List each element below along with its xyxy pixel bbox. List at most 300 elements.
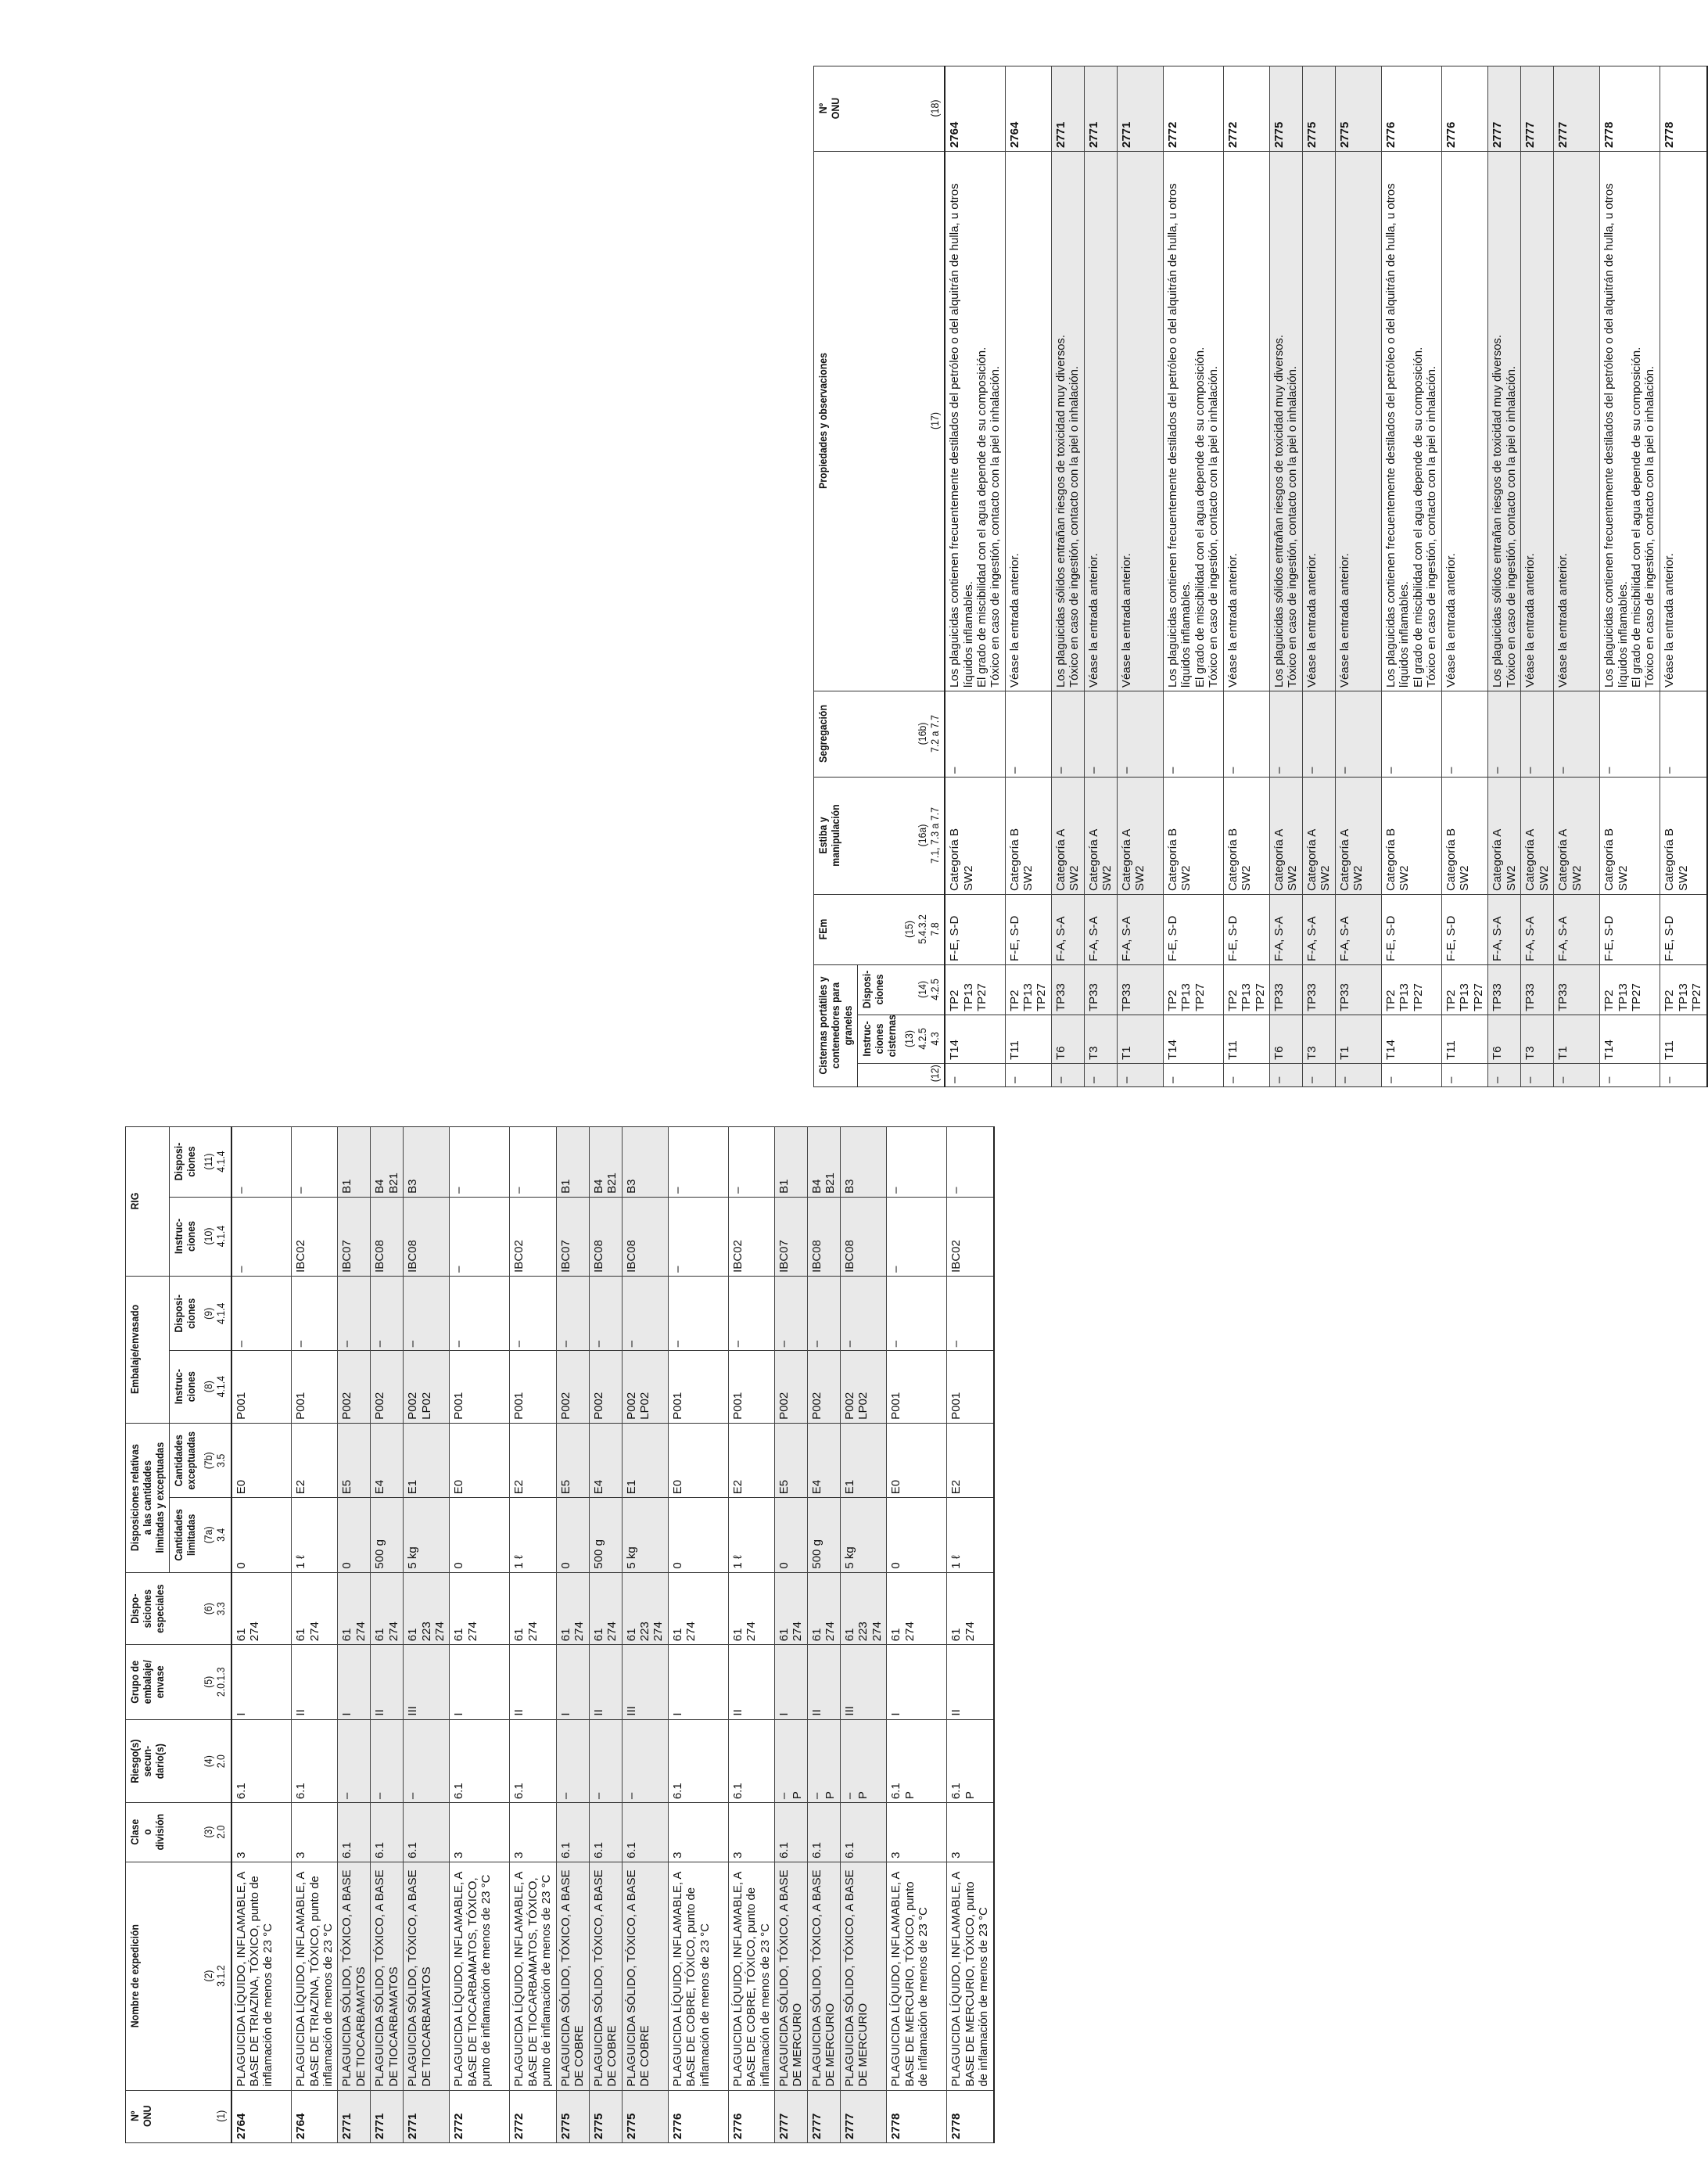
cell-un: 2776 (1382, 66, 1442, 152)
cell-name: PLAGUICIDA LÍQUIDO, INFLAMABLE, A BASE DE COBRE, TÓXICO, punto de inflamación de menos de 23 °C (728, 1862, 774, 2090)
cell-ri: – (231, 1197, 292, 1276)
header-limited: Cantidades limitadas (169, 1502, 199, 1568)
table-row (622, 1127, 668, 2143)
cell-c12: – (1051, 1064, 1084, 1087)
column-number: (10) 4.1.4 (199, 1201, 231, 1271)
cell-name: PLAGUICIDA SÓLIDO, TÓXICO, A BASE DE COBRE (556, 1862, 589, 2090)
table-row (1442, 66, 1488, 1087)
cell-seg: – (1163, 691, 1223, 778)
cell-ri: IBC07 (556, 1197, 589, 1276)
cell-pi: P002 (775, 1351, 808, 1424)
table-row (1660, 66, 1707, 1087)
cell-c12: – (1521, 1064, 1554, 1087)
table-row (292, 1127, 338, 2143)
table-row (775, 1127, 808, 2143)
cell-sp: 61 274 (668, 1572, 728, 1645)
cell-prop: Los plaguicidas contienen frecuentemente destilados del petróleo o del alquitrán de hulla, u otros líquidos inflamables. El grado de miscibilidad con el agua depende de su composición. Tóxico en caso de ingestión, contacto con la piel o inhalación. (1163, 152, 1223, 691)
cell-un: 2777 (1554, 66, 1600, 152)
cell-lim: 1 ℓ (510, 1498, 556, 1572)
column-number: (6) 3.3 (199, 1577, 231, 1640)
cell-pi: P002 (589, 1351, 622, 1424)
left-table-rotated (125, 1126, 1192, 2143)
cell-ri: IBC07 (338, 1197, 371, 1276)
cell-lim: 1 ℓ (728, 1498, 774, 1572)
cell-rp: – (728, 1127, 774, 1198)
cell-un: 2777 (1488, 66, 1521, 152)
cell-pg: II (371, 1645, 404, 1719)
cell-seg: – (1270, 691, 1303, 778)
cell-ems: F-A, S-A (1270, 895, 1303, 965)
cell-ems: F-E, S-D (1382, 895, 1442, 965)
cell-exc: E5 (338, 1423, 371, 1497)
cell-c12: – (1084, 1064, 1117, 1087)
cell-prop: Véase la entrada anterior. (1303, 152, 1336, 691)
cell-exc: E1 (841, 1423, 887, 1497)
cell-sub: 6.1 (668, 1719, 728, 1803)
cell-pp: – (622, 1276, 668, 1350)
cell-seg: – (1336, 691, 1382, 778)
cell-rp: B1 (775, 1127, 808, 1198)
header-limited-group: Disposiciones relativas a las cantidades limitadas y exceptuadas (126, 1432, 170, 1564)
cell-c12: – (1660, 1064, 1707, 1087)
cell-seg: – (1005, 691, 1051, 778)
table-row (1223, 66, 1269, 1087)
cell-un: 2778 (887, 2090, 947, 2142)
cell-cls: 3 (887, 1803, 947, 1862)
table-row (1382, 66, 1442, 1087)
cell-ri: IBC02 (510, 1197, 556, 1276)
cell-name: PLAGUICIDA SÓLIDO, TÓXICO, A BASE DE TIOCARBAMATOS (371, 1862, 404, 2090)
cell-pi: P002 (808, 1351, 841, 1424)
cell-prop: Véase la entrada anterior. (1554, 152, 1600, 691)
column-number: (7b) 3.5 (199, 1428, 231, 1493)
table-row (450, 1127, 510, 2143)
cell-ems: F-A, S-A (1336, 895, 1382, 965)
header-packing-group: Grupo de embalaje/ envase (126, 1649, 200, 1715)
cell-tp: TP33 (1084, 965, 1117, 1015)
cell-cls: 3 (450, 1803, 510, 1862)
table-row (510, 1127, 556, 2143)
cell-un: 2776 (728, 2090, 774, 2142)
cell-pi: P001 (510, 1351, 556, 1424)
cell-sub: 6.1 (231, 1719, 292, 1803)
cell-pi: P001 (450, 1351, 510, 1424)
cell-sub: 6.1 (728, 1719, 774, 1803)
cell-un: 2776 (1442, 66, 1488, 152)
cell-prop: Los plaguicidas sólidos entrañan riesgos de toxicidad muy diversos. Tóxico en caso de ingestión, contacto con la piel o inhalación. (1270, 152, 1303, 691)
table-row (1117, 66, 1163, 1087)
cell-name: PLAGUICIDA LÍQUIDO, INFLAMABLE, A BASE DE TRIAZINA, TÓXICO, punto de inflamación de menos de 23 °C (231, 1862, 292, 2090)
cell-sp: 61 223 274 (404, 1572, 450, 1645)
cell-pg: III (404, 1645, 450, 1719)
cell-ems: F-E, S-D (1442, 895, 1488, 965)
cell-pg: I (887, 1645, 947, 1719)
cell-ems: F-E, S-D (1163, 895, 1223, 965)
cell-st: Categoría B SW2 (1442, 778, 1488, 895)
cell-ti: T11 (1660, 1015, 1707, 1064)
cell-un: 2772 (450, 2090, 510, 2142)
table-row (947, 1127, 994, 2143)
cell-pi: P001 (947, 1351, 994, 1424)
cell-ti: T1 (1336, 1015, 1382, 1064)
right-table-rotated (813, 66, 1703, 1087)
cell-rp: B3 (404, 1127, 450, 1198)
cell-pg: I (338, 1645, 371, 1719)
cell-ti: T11 (1223, 1015, 1269, 1064)
cell-exc: E1 (622, 1423, 668, 1497)
cell-seg: – (1660, 691, 1707, 778)
cell-pg: II (728, 1645, 774, 1719)
cell-ti: T3 (1084, 1015, 1117, 1064)
cell-exc: E2 (292, 1423, 338, 1497)
cell-sp: 61 274 (775, 1572, 808, 1645)
table-row (1270, 66, 1303, 1087)
cell-prop: Véase la entrada anterior. (1084, 152, 1117, 691)
cell-cls: 6.1 (338, 1803, 371, 1862)
cell-rp: B4 B21 (371, 1127, 404, 1198)
cell-un: 2778 (1660, 66, 1707, 152)
cell-st: Categoría A SW2 (1336, 778, 1382, 895)
table-row (404, 1127, 450, 2143)
cell-sp: 61 274 (556, 1572, 589, 1645)
cell-un: 2775 (1303, 66, 1336, 152)
cell-seg: – (1051, 691, 1084, 778)
cell-un: 2777 (1521, 66, 1554, 152)
cell-pi: P002 LP02 (622, 1351, 668, 1424)
cell-ri: IBC02 (728, 1197, 774, 1276)
cell-sub: 6.1 (450, 1719, 510, 1803)
column-number: (14) 4.2.5 (900, 968, 945, 1011)
cell-exc: E0 (231, 1423, 292, 1497)
cell-ri: IBC08 (622, 1197, 668, 1276)
cell-ti: T1 (1117, 1015, 1163, 1064)
cell-tp: TP2 TP13 TP27 (1442, 965, 1488, 1015)
header-tank-group: Cisternas portátiles y contenedores para graneles (814, 972, 858, 1079)
cell-prop: Véase la entrada anterior. (1336, 152, 1382, 691)
cell-pg: II (947, 1645, 994, 1719)
cell-ti: T11 (1442, 1015, 1488, 1064)
cell-pi: P002 (338, 1351, 371, 1424)
cell-pi: P001 (292, 1351, 338, 1424)
cell-sp: 61 223 274 (841, 1572, 887, 1645)
cell-rp: – (450, 1127, 510, 1198)
cell-sp: 61 274 (231, 1572, 292, 1645)
cell-ti: T11 (1005, 1015, 1051, 1064)
cell-lim: 1 ℓ (947, 1498, 994, 1572)
table-row (728, 1127, 774, 2143)
cell-pg: I (556, 1645, 589, 1719)
cell-st: Categoría B SW2 (1660, 778, 1707, 895)
cell-un: 2776 (668, 2090, 728, 2142)
cell-ems: F-A, S-A (1117, 895, 1163, 965)
cell-pg: II (510, 1645, 556, 1719)
cell-ri: IBC08 (808, 1197, 841, 1276)
header-pkg-prov: Disposi- ciones (169, 1280, 199, 1346)
cell-st: Categoría B SW2 (945, 778, 1005, 895)
cell-seg: – (1303, 691, 1336, 778)
cell-ems: F-A, S-A (1521, 895, 1554, 965)
header-rig-group: RIG (126, 1136, 170, 1267)
cell-ri: IBC08 (404, 1197, 450, 1276)
cell-tp: TP2 TP13 TP27 (1005, 965, 1051, 1015)
cell-pp: – (292, 1276, 338, 1350)
cell-pi: P001 (231, 1351, 292, 1424)
column-number: (1) (199, 2093, 231, 2139)
cell-c12: – (1005, 1064, 1051, 1087)
cell-un: 2771 (1084, 66, 1117, 152)
cell-tp: TP2 TP13 TP27 (1600, 965, 1660, 1015)
cell-sp: 61 274 (589, 1572, 622, 1645)
column-number: (11) 4.1.4 (199, 1131, 231, 1193)
cell-un: 2772 (510, 2090, 556, 2142)
cell-seg: – (1382, 691, 1442, 778)
cell-sub: – (556, 1719, 589, 1803)
cell-exc: E5 (556, 1423, 589, 1497)
column-number: (16a) 7.1, 7.3 a 7.7 (900, 785, 945, 888)
cell-name: PLAGUICIDA SÓLIDO, TÓXICO, A BASE DE TIOCARBAMATOS (404, 1862, 450, 2090)
cell-c12: – (1600, 1064, 1660, 1087)
left-dangerous-goods-table (125, 1126, 995, 2143)
cell-tp: TP33 (1303, 965, 1336, 1015)
cell-ri: IBC02 (947, 1197, 994, 1276)
cell-ri: IBC08 (841, 1197, 887, 1276)
cell-tp: TP33 (1554, 965, 1600, 1015)
cell-tp: TP33 (1488, 965, 1521, 1015)
table-row (1084, 66, 1117, 1087)
table-row (231, 1127, 292, 2143)
cell-tp: TP33 (1051, 965, 1084, 1015)
cell-rp: B1 (338, 1127, 371, 1198)
table-row (1163, 66, 1223, 1087)
column-number: (2) 3.1.2 (199, 1876, 231, 2077)
cell-pg: III (841, 1645, 887, 1719)
cell-c12: – (1442, 1064, 1488, 1087)
cell-exc: E0 (668, 1423, 728, 1497)
table-row (887, 1127, 947, 2143)
table-row (1488, 66, 1521, 1087)
cell-sub: – (404, 1719, 450, 1803)
cell-sub: 6.1 (292, 1719, 338, 1803)
cell-un: 2771 (1051, 66, 1084, 152)
cell-tp: TP33 (1336, 965, 1382, 1015)
cell-pp: – (668, 1276, 728, 1350)
cell-cls: 6.1 (589, 1803, 622, 1862)
table-row (1521, 66, 1554, 1087)
cell-pi: P002 LP02 (404, 1351, 450, 1424)
cell-ems: F-E, S-D (1223, 895, 1269, 965)
cell-un: 2771 (1117, 66, 1163, 152)
cell-un: 2764 (231, 2090, 292, 2142)
cell-pp: – (841, 1276, 887, 1350)
cell-pg: I (775, 1645, 808, 1719)
cell-pg: I (668, 1645, 728, 1719)
column-number: (16b) 7.2 a 7.7 (900, 696, 945, 772)
cell-un: 2772 (1163, 66, 1223, 152)
header-un: Nº ONU (126, 2093, 200, 2139)
cell-c12: – (1270, 1064, 1303, 1087)
cell-lim: 500 g (589, 1498, 622, 1572)
cell-exc: E2 (947, 1423, 994, 1497)
cell-pp: – (808, 1276, 841, 1350)
cell-c12: – (1223, 1064, 1269, 1087)
cell-ri: – (668, 1197, 728, 1276)
cell-sub: – (589, 1719, 622, 1803)
cell-st: Categoría A SW2 (1488, 778, 1521, 895)
cell-st: Categoría A SW2 (1270, 778, 1303, 895)
cell-lim: 1 ℓ (292, 1498, 338, 1572)
column-number: (5) 2.0.1.3 (199, 1649, 231, 1715)
cell-exc: E2 (510, 1423, 556, 1497)
cell-ti: T3 (1521, 1015, 1554, 1064)
cell-exc: E2 (728, 1423, 774, 1497)
cell-rp: – (887, 1127, 947, 1198)
cell-exc: E4 (808, 1423, 841, 1497)
cell-cls: 6.1 (404, 1803, 450, 1862)
cell-c12: – (1554, 1064, 1600, 1087)
cell-seg: – (1488, 691, 1521, 778)
cell-cls: 6.1 (808, 1803, 841, 1862)
cell-pp: – (404, 1276, 450, 1350)
cell-pi: P001 (887, 1351, 947, 1424)
cell-lim: 0 (556, 1498, 589, 1572)
cell-st: Categoría B SW2 (1600, 778, 1660, 895)
cell-seg: – (1521, 691, 1554, 778)
cell-pg: III (622, 1645, 668, 1719)
cell-pp: – (887, 1276, 947, 1350)
cell-st: Categoría A SW2 (1084, 778, 1117, 895)
cell-cls: 3 (668, 1803, 728, 1862)
cell-st: Categoría B SW2 (1163, 778, 1223, 895)
cell-pp: – (947, 1276, 994, 1350)
cell-exc: E5 (775, 1423, 808, 1497)
column-number: (8) 4.1.4 (199, 1355, 231, 1418)
cell-ems: F-A, S-A (1051, 895, 1084, 965)
cell-exc: E4 (589, 1423, 622, 1497)
header-ems: FEm (814, 899, 901, 961)
cell-un: 2775 (622, 2090, 668, 2142)
cell-sp: 61 274 (292, 1572, 338, 1645)
cell-lim: 0 (668, 1498, 728, 1572)
header-subrisk: Riesgo(s) secun- dario(s) (126, 1724, 200, 1797)
cell-un: 2777 (775, 2090, 808, 2142)
cell-pi: P002 LP02 (841, 1351, 887, 1424)
cell-c12: – (1117, 1064, 1163, 1087)
cell-sub: – (338, 1719, 371, 1803)
cell-sub: 6.1 P (887, 1719, 947, 1803)
cell-sp: 61 274 (510, 1572, 556, 1645)
cell-ri: IBC08 (371, 1197, 404, 1276)
cell-un: 2778 (947, 2090, 994, 2142)
cell-lim: 0 (775, 1498, 808, 1572)
cell-cls: 6.1 (775, 1803, 808, 1862)
cell-sp: 61 274 (947, 1572, 994, 1645)
column-number: (4) 2.0 (199, 1724, 231, 1797)
cell-pg: I (450, 1645, 510, 1719)
column-number: (9) 4.1.4 (199, 1280, 231, 1346)
cell-un: 2772 (1223, 66, 1269, 152)
cell-un: 2775 (556, 2090, 589, 2142)
cell-pp: – (728, 1276, 774, 1350)
cell-name: PLAGUICIDA LÍQUIDO, INFLAMABLE, A BASE DE MERCURIO, TÓXICO, punto de inflamación de menos de 23 °C (947, 1862, 994, 2090)
cell-cls: 3 (292, 1803, 338, 1862)
header-pkg-instr: Instruc- ciones (169, 1355, 199, 1418)
cell-un: 2777 (808, 2090, 841, 2142)
cell-sub: – (622, 1719, 668, 1803)
cell-pp: – (450, 1276, 510, 1350)
column-number: (7a) 3.4 (199, 1502, 231, 1568)
header-un-right: Nº ONU (814, 71, 901, 146)
cell-lim: 0 (450, 1498, 510, 1572)
cell-ri: IBC07 (775, 1197, 808, 1276)
cell-st: Categoría A SW2 (1303, 778, 1336, 895)
cell-pp: – (510, 1276, 556, 1350)
cell-cls: 3 (728, 1803, 774, 1862)
cell-ti: T14 (1600, 1015, 1660, 1064)
header-stowage: Estiba y manipulación (814, 785, 901, 888)
cell-name: PLAGUICIDA LÍQUIDO, INFLAMABLE, A BASE DE COBRE, TÓXICO, punto de inflamación de menos de 23 °C (668, 1862, 728, 2090)
header-properties: Propiedades y observaciones (814, 184, 901, 659)
cell-rp: B3 (622, 1127, 668, 1198)
cell-prop: Véase la entrada anterior. (1660, 152, 1707, 691)
cell-rp: B3 (841, 1127, 887, 1198)
header-segregation: Segregación (814, 696, 901, 772)
table-row (841, 1127, 887, 2143)
table-row (1336, 66, 1382, 1087)
cell-pp: – (371, 1276, 404, 1350)
cell-name: PLAGUICIDA LÍQUIDO, INFLAMABLE, A BASE DE MERCURIO, TÓXICO, punto de inflamación de menos de 23 °C (887, 1862, 947, 2090)
cell-prop: Los plaguicidas sólidos entrañan riesgos de toxicidad muy diversos. Tóxico en caso de ingestión, contacto con la piel o inhalación. (1051, 152, 1084, 691)
table-row (1600, 66, 1660, 1087)
cell-st: Categoría A SW2 (1051, 778, 1084, 895)
header-excepted: Cantidades exceptuadas (169, 1428, 199, 1493)
cell-pi: P002 (371, 1351, 404, 1424)
cell-sp: 61 223 274 (622, 1572, 668, 1645)
cell-name: PLAGUICIDA SÓLIDO, TÓXICO, A BASE DE TIOCARBAMATOS (338, 1862, 371, 2090)
cell-sub: 6.1 (510, 1719, 556, 1803)
cell-sp: 61 274 (808, 1572, 841, 1645)
cell-pg: II (808, 1645, 841, 1719)
right-dangerous-goods-table (813, 66, 1708, 1087)
cell-ems: F-A, S-A (1488, 895, 1521, 965)
cell-lim: 500 g (371, 1498, 404, 1572)
table-row (1554, 66, 1600, 1087)
cell-ti: T6 (1051, 1015, 1084, 1064)
cell-un: 2775 (1270, 66, 1303, 152)
cell-st: Categoría A SW2 (1554, 778, 1600, 895)
cell-ems: F-E, S-D (945, 895, 1005, 965)
cell-ri: – (450, 1197, 510, 1276)
cell-lim: 0 (338, 1498, 371, 1572)
cell-seg: – (1084, 691, 1117, 778)
cell-exc: E1 (404, 1423, 450, 1497)
cell-rp: B4 B21 (808, 1127, 841, 1198)
cell-pg: II (292, 1645, 338, 1719)
cell-un: 2764 (945, 66, 1005, 152)
cell-seg: – (1117, 691, 1163, 778)
cell-ems: F-E, S-D (1005, 895, 1051, 965)
cell-seg: – (1554, 691, 1600, 778)
cell-rp: – (231, 1127, 292, 1198)
cell-un: 2771 (404, 2090, 450, 2142)
cell-pi: P001 (668, 1351, 728, 1424)
header-class: Clase o división (126, 1806, 200, 1859)
cell-prop: Véase la entrada anterior. (1521, 152, 1554, 691)
cell-pp: – (775, 1276, 808, 1350)
table-row (808, 1127, 841, 2143)
cell-prop: Véase la entrada anterior. (1005, 152, 1051, 691)
cell-exc: E0 (887, 1423, 947, 1497)
cell-pp: – (231, 1276, 292, 1350)
